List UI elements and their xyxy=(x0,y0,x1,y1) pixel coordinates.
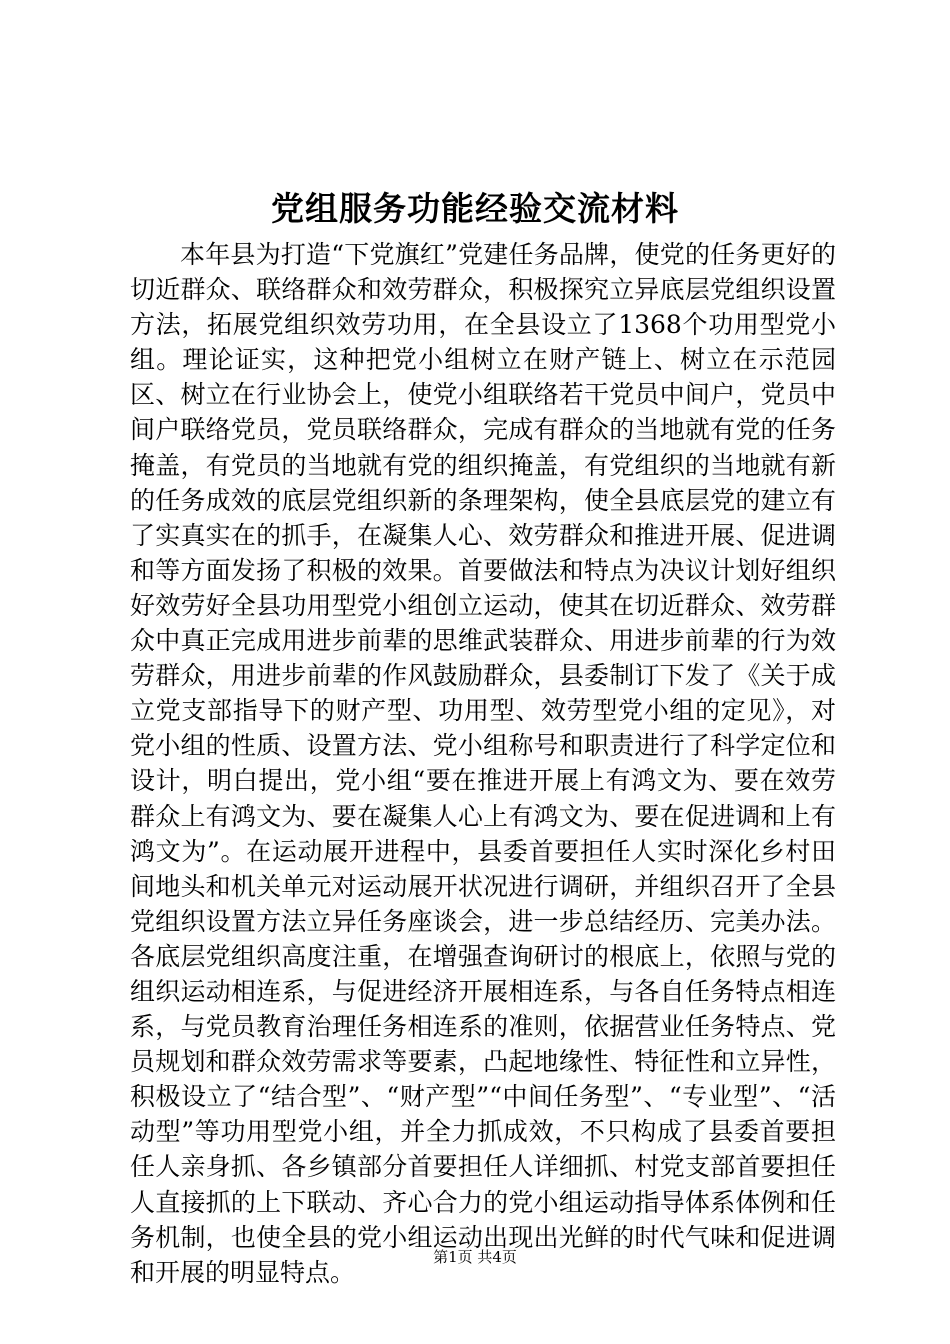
document-body-paragraph: 本年县为打造“下党旗红”党建任务品牌，使党的任务更好的切近群众、联络群众和效劳群众，积极探究立异底层党组织设置方法，拓展党组织效劳功用，在全县设立了1368个功用型党小组。理论证实，这种把党小组树立在财产链上、树立在示范园区、树立在行业协会上，使党小组联络若干党员中间户，党员中间户联络党员，党员联络群众，完成有群众的当地就有党的任务掩盖，有党员的当地就有党的组织掩盖，有党组织的当地就有新的任务成效的底层党组织新的条理架构，使全县底层党的建立有了实真实在的抓手，在凝集人心、效劳群众和推进开展、促进调和等方面发扬了积极的效果。首要做法和特点为决议计划好组织好效劳好全县功用型党小组创立运动，使其在切近群众、效劳群众中真正完成用进步前辈的思维武装群众、用进步前辈的行为效劳群众，用进步前辈的作风鼓励群众，县委制订下发了《关于成立党支部指导下的财产型、功用型、效劳型党小组的定见》，对党小组的性质、设置方法、党小组称号和职责进行了科学定位和设计，明白提出，党小组“要在推进开展上有鸿文为、要在效劳群众上有鸿文为、要在凝集人心上有鸿文为、要在促进调和上有鸿文为”。在运动展开进程中，县委首要担任人实时深化乡村田间地头和机关单元对运动展开状况进行调研，并组织召开了全县党组织设置方法立异任务座谈会，进一步总结经历、完美办法。各底层党组织高度注重，在增强查询研讨的根底上，依照与党的组织运动相连系，与促进经济开展相连系，与各自任务特点相连系，与党员教育治理任务相连系的准则，依据营业任务特点、党员规划和群众效劳需求等要素，凸起地缘性、特征性和立异性，积极设立了“结合型”、“财产型”“中间任务型”、“专业型”、“活动型”等功用型党小组，并全力抓成效，不只构成了县委首要担任人亲身抓、各乡镇部分首要担任人详细抓、村党支部首要担任人直接抓的上下联动、齐心合力的党小组运动指导体系体例和任务机制，也使全县的党小组运动出现出光鲜的时代气味和促进调和开展的明显特点。 xyxy=(130,240,836,1287)
page-footer: 第1页 共4页 xyxy=(433,1248,517,1266)
document-title: 党组服务功能经验交流材料 xyxy=(271,189,679,228)
